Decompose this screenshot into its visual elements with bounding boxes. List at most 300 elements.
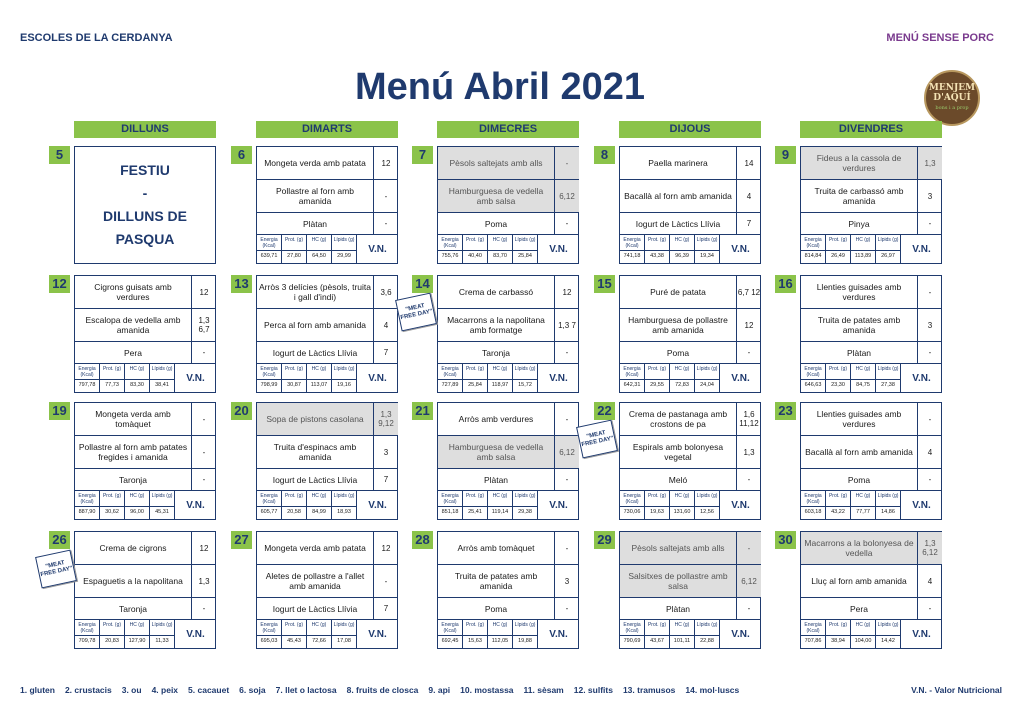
second-course-dish: Escalopa de vedella amb amanida (75, 309, 192, 341)
nutrition-value: 27,80 (287, 253, 301, 259)
holiday-line: PASQUA (115, 231, 175, 247)
second-course-row (75, 309, 216, 342)
nutrition-label: Lípids (g) (332, 491, 356, 507)
nutrition-cell (876, 491, 901, 519)
nutrition-value: 695,03 (260, 638, 278, 644)
day-header-divendres: DIVENDRES (800, 121, 942, 138)
vn-label: V.N. (186, 499, 205, 511)
allergen-codes: 12 (381, 543, 391, 553)
second-course-row (620, 180, 761, 213)
menu-card (256, 531, 398, 649)
second-course-dish: Salsitxes de pollastre amb salsa (620, 565, 737, 597)
allergen-codes: - (565, 219, 569, 228)
nutrition-label: Energia (Kcal) (620, 364, 644, 380)
allergen-codes: - (565, 414, 569, 424)
nutrition-label: Energia (Kcal) (801, 491, 825, 507)
nutrition-cell (150, 491, 175, 519)
vn-label: V.N. (549, 372, 568, 384)
logo-line1: MENJEM (928, 83, 976, 93)
nutrition-label: Lípids (g) (695, 620, 719, 636)
nutrition-value: 83,30 (130, 382, 144, 388)
nutrition-value: 26,49 (831, 253, 845, 259)
allergen-codes: - (202, 447, 206, 457)
holiday-line: DILLUNS DE (103, 208, 187, 224)
second-course-row (620, 309, 761, 342)
nutrition-value: 707,86 (804, 638, 822, 644)
nutrition-cell (438, 235, 463, 263)
menu-card (800, 275, 942, 393)
nutrition-row (801, 364, 942, 392)
day-number: 13 (231, 275, 252, 293)
second-course-dish: Bacallà al forn amb amanida (620, 180, 737, 212)
day-number: 30 (775, 531, 796, 549)
nutrition-value: 72,66 (312, 638, 326, 644)
nutrition-cell (695, 235, 720, 263)
nutrition-label: Lípids (g) (695, 235, 719, 251)
dessert-dish: Plàtan (801, 342, 918, 363)
allergen-legend-item: 12. sulfits (573, 685, 613, 695)
nutrition-cell (801, 491, 826, 519)
nutrition-cell (488, 235, 513, 263)
nutrition-label: Lípids (g) (150, 620, 174, 636)
vn-label: V.N. (186, 628, 205, 640)
nutrition-label: Prot. (g) (463, 620, 487, 636)
allergen-codes: 12 (744, 320, 754, 330)
second-course-dish: Hamburguesa de pollastre amb amanida (620, 309, 737, 341)
allergen-codes: 7 (383, 475, 389, 484)
dessert-dish: Iogurt de Làctics Llívia (257, 598, 374, 619)
holiday-line: - (142, 185, 148, 201)
vn-label: V.N. (368, 499, 387, 511)
nutrition-label: Lípids (g) (876, 491, 900, 507)
nutrition-cell (645, 235, 670, 263)
nutrition-cell (670, 235, 695, 263)
school-name: ESCOLES DE LA CERDANYA (20, 32, 173, 44)
allergen-codes: - (565, 604, 569, 613)
nutrition-value: 113,07 (310, 382, 328, 388)
nutrition-cell (463, 620, 488, 648)
nutrition-value: 19,34 (700, 253, 714, 259)
second-course-row (620, 565, 761, 598)
second-course-row (801, 565, 942, 598)
nutrition-label: Prot. (g) (282, 620, 306, 636)
nutrition-cell (695, 364, 720, 392)
nutrition-value: 64,50 (312, 253, 326, 259)
vn-label: V.N. (912, 499, 931, 511)
nutrition-row (257, 364, 398, 392)
nutrition-label: Prot. (g) (645, 235, 669, 251)
vn-label: V.N. (912, 243, 931, 255)
allergen-codes: - (928, 414, 932, 424)
nutrition-row (620, 491, 761, 519)
allergen-codes: - (747, 475, 751, 484)
nutrition-value: 77,73 (105, 382, 119, 388)
nutrition-value: 131,60 (673, 509, 691, 515)
allergen-codes: 4 (927, 576, 933, 586)
nutrition-value: 25,84 (518, 253, 532, 259)
dessert-row (801, 469, 942, 491)
first-course-dish: Mongeta verda amb patata (257, 532, 374, 564)
nutrition-value: 20,83 (105, 638, 119, 644)
nutrition-value: 43,22 (831, 509, 845, 515)
nutrition-cell (876, 364, 901, 392)
dessert-row (257, 469, 398, 491)
nutrition-label: Prot. (g) (463, 235, 487, 251)
nutrition-value: 18,93 (337, 509, 351, 515)
nutrition-value: 38,94 (831, 638, 845, 644)
dessert-row (75, 469, 216, 491)
first-course-row (801, 532, 942, 565)
allergen-codes: - (565, 348, 569, 357)
nutrition-value: 709,78 (78, 638, 96, 644)
nutrition-cell (100, 364, 125, 392)
first-course-row (438, 403, 579, 436)
nutrition-cell (257, 620, 282, 648)
dessert-row (801, 213, 942, 235)
nutrition-cell (282, 491, 307, 519)
day-number: 28 (412, 531, 433, 549)
allergen-codes: - (928, 475, 932, 484)
nutrition-row (75, 620, 216, 648)
nutrition-cell (695, 491, 720, 519)
nutrition-value: 755,76 (441, 253, 459, 259)
allergen-codes: - (384, 219, 388, 228)
allergen-codes: 6,12 (555, 180, 579, 212)
allergen-codes: 3 (927, 320, 933, 330)
second-course-row (438, 436, 579, 469)
nutrition-value: 25,41 (468, 509, 482, 515)
nutrition-cell (282, 364, 307, 392)
nutrition-cell (332, 364, 357, 392)
nutrition-label: Energia (Kcal) (620, 491, 644, 507)
nutrition-cell (620, 491, 645, 519)
nutrition-label: Lípids (g) (150, 491, 174, 507)
nutrition-label: HC (g) (125, 620, 149, 636)
dessert-row (620, 598, 761, 620)
first-course-row (257, 147, 398, 180)
dessert-row (438, 469, 579, 491)
nutrition-label: Energia (Kcal) (438, 364, 462, 380)
nutrition-row (620, 620, 761, 648)
nutrition-cell (513, 491, 538, 519)
nutrition-value: 118,97 (491, 382, 509, 388)
nutrition-value: 603,18 (804, 509, 822, 515)
nutrition-value: 101,11 (673, 638, 691, 644)
nutrition-value: 11,33 (155, 638, 169, 644)
day-number: 23 (775, 402, 796, 420)
nutrition-value: 84,99 (312, 509, 326, 515)
nutrition-value: 14,86 (881, 509, 895, 515)
allergen-codes: 4 (746, 191, 752, 201)
day-number: 7 (412, 146, 433, 164)
nutrition-cell (826, 620, 851, 648)
allergen-codes: - (202, 604, 206, 613)
nutrition-label: HC (g) (307, 620, 331, 636)
nutrition-label: Lípids (g) (876, 235, 900, 251)
second-course-row (257, 436, 398, 469)
allergen-legend-item: 5. cacauet (188, 685, 230, 695)
dessert-row (75, 598, 216, 620)
nutrition-label: Energia (Kcal) (438, 491, 462, 507)
allergen-legend-item: 4. peix (151, 685, 179, 695)
second-course-row (438, 565, 579, 598)
menu-card (619, 146, 761, 264)
allergen-codes: 12 (199, 287, 209, 297)
first-course-row (438, 147, 579, 180)
first-course-dish: Crema de carbassó (438, 276, 555, 308)
second-course-dish: Hamburguesa de vedella amb salsa (438, 436, 555, 468)
nutrition-label: Lípids (g) (332, 235, 356, 251)
dessert-row (438, 213, 579, 235)
nutrition-value: 43,67 (650, 638, 664, 644)
nutrition-cell (801, 620, 826, 648)
nutrition-label: Lípids (g) (695, 364, 719, 380)
nutrition-cell (670, 491, 695, 519)
allergen-codes: - (928, 604, 932, 613)
nutrition-cell (257, 491, 282, 519)
nutrition-label: Prot. (g) (826, 364, 850, 380)
first-course-dish: Arròs amb tomàquet (438, 532, 555, 564)
nutrition-value: 741,18 (623, 253, 641, 259)
nutrition-label: HC (g) (488, 235, 512, 251)
nutrition-value: 38,41 (155, 382, 169, 388)
menu-card (437, 402, 579, 520)
allergen-codes: - (565, 475, 569, 484)
allergen-legend-item: 10. mostassa (460, 685, 514, 695)
allergen-legend-item: 14. mol·luscs (685, 685, 740, 695)
allergen-legend-item: 13. tramusos (622, 685, 676, 695)
second-course-row (438, 309, 579, 342)
allergen-codes: 1,3 9,12 (374, 403, 398, 435)
nutrition-value: 790,69 (623, 638, 641, 644)
nutrition-value: 24,04 (700, 382, 714, 388)
first-course-dish: Arròs amb verdures (438, 403, 555, 435)
nutrition-cell (307, 235, 332, 263)
nutrition-row (801, 620, 942, 648)
nutrition-label: Prot. (g) (282, 364, 306, 380)
menu-card (437, 531, 579, 649)
nutrition-label: HC (g) (488, 491, 512, 507)
nutrition-label: Prot. (g) (826, 235, 850, 251)
day-number: 12 (49, 275, 70, 293)
first-course-dish: Llenties guisades amb verdures (801, 403, 918, 435)
allergen-codes: 3,6 (380, 287, 392, 297)
dessert-dish: Poma (801, 469, 918, 490)
nutrition-label: HC (g) (488, 364, 512, 380)
day-number: 26 (49, 531, 70, 549)
menu-card (74, 402, 216, 520)
first-course-dish: Paella marinera (620, 147, 737, 179)
nutrition-value: 814,84 (804, 253, 822, 259)
allergen-codes: 7 (383, 348, 389, 357)
nutrition-row (620, 364, 761, 392)
nutrition-cell (332, 491, 357, 519)
meat-free-day-badge: "MEAT FREE DAY" (576, 420, 618, 459)
menu-card (74, 275, 216, 393)
nutrition-value: 29,38 (518, 509, 532, 515)
dessert-row (801, 342, 942, 364)
nutrition-label: HC (g) (851, 235, 875, 251)
nutrition-label: Energia (Kcal) (801, 620, 825, 636)
menu-card (800, 146, 942, 264)
nutrition-cell (851, 620, 876, 648)
nutrition-value: 12,56 (700, 509, 714, 515)
nutrition-label: Energia (Kcal) (257, 620, 281, 636)
vn-label: V.N. (731, 499, 750, 511)
nutrition-value: 96,39 (675, 253, 689, 259)
nutrition-cell (100, 620, 125, 648)
nutrition-cell (876, 235, 901, 263)
first-course-row (75, 403, 216, 436)
nutrition-label: Prot. (g) (100, 491, 124, 507)
day-header-dimarts: DIMARTS (256, 121, 398, 138)
nutrition-row (257, 235, 398, 263)
nutrition-cell (513, 620, 538, 648)
nutrition-label: Energia (Kcal) (75, 364, 99, 380)
nutrition-value: 15,72 (518, 382, 532, 388)
first-course-row (801, 276, 942, 309)
nutrition-label: Lípids (g) (513, 364, 537, 380)
nutrition-value: 119,14 (491, 509, 509, 515)
nutrition-value: 19,88 (518, 638, 532, 644)
first-course-row (257, 276, 398, 309)
day-number: 19 (49, 402, 70, 420)
allergen-legend-item: 7. llet o lactosa (275, 685, 337, 695)
first-course-row (438, 532, 579, 565)
first-course-dish: Pèsols saltejats amb alls (438, 147, 555, 179)
allergen-codes: 14 (744, 158, 754, 168)
day-number: 5 (49, 146, 70, 164)
allergen-legend-item: 11. sèsam (523, 685, 564, 695)
first-course-dish: Sopa de pistons casolana (257, 403, 374, 435)
nutrition-value: 639,71 (260, 253, 278, 259)
first-course-dish: Mongeta verda amb tomàquet (75, 403, 192, 435)
menu-card (437, 146, 579, 264)
nutrition-cell (801, 235, 826, 263)
allergen-codes: - (384, 191, 388, 201)
menu-card (619, 275, 761, 393)
nutrition-value: 642,31 (623, 382, 641, 388)
nutrition-cell (826, 491, 851, 519)
vn-label: V.N. (731, 243, 750, 255)
nutrition-row (75, 491, 216, 519)
allergen-legend-item: 1. gluten (20, 685, 55, 695)
day-number: 16 (775, 275, 796, 293)
first-course-row (801, 403, 942, 436)
allergen-legend (20, 685, 739, 695)
nutrition-cell (645, 620, 670, 648)
vn-label: V.N. (912, 372, 931, 384)
nutrition-value: 14,42 (881, 638, 895, 644)
nutrition-value: 19,16 (337, 382, 351, 388)
first-course-dish: Llenties guisades amb verdures (801, 276, 918, 308)
first-course-row (620, 532, 761, 565)
day-number: 27 (231, 531, 252, 549)
allergen-codes: 1,3 (918, 147, 942, 179)
nutrition-label: Lípids (g) (332, 364, 356, 380)
first-course-row (801, 147, 942, 180)
nutrition-value: 45,43 (287, 638, 301, 644)
menu-card (437, 275, 579, 393)
nutrition-label: HC (g) (851, 491, 875, 507)
dessert-row (801, 598, 942, 620)
nutrition-label: Energia (Kcal) (75, 491, 99, 507)
allergen-codes: 4 (383, 320, 389, 330)
allergen-legend-item: 8. fruits de closca (346, 685, 419, 695)
second-course-row (257, 309, 398, 342)
menu-card (74, 531, 216, 649)
nutrition-cell (125, 364, 150, 392)
first-course-row (620, 276, 761, 309)
nutrition-label: Energia (Kcal) (801, 235, 825, 251)
nutrition-cell (851, 364, 876, 392)
nutrition-value: 851,18 (441, 509, 459, 515)
nutrition-label: Lípids (g) (513, 235, 537, 251)
allergen-codes: 1,3 6,12 (918, 532, 942, 564)
vn-label: V.N. (368, 372, 387, 384)
allergen-codes: - (928, 348, 932, 357)
nutrition-value: 83,70 (493, 253, 507, 259)
allergen-codes: 3 (927, 191, 933, 201)
allergen-codes: - (555, 147, 579, 179)
nutrition-value: 797,78 (78, 382, 96, 388)
dessert-dish: Iogurt de Làctics Llívia (620, 213, 737, 234)
nutrition-value: 27,38 (881, 382, 895, 388)
nutrition-label: Lípids (g) (150, 364, 174, 380)
nutrition-label: Energia (Kcal) (801, 364, 825, 380)
nutrition-label: HC (g) (125, 491, 149, 507)
nutrition-cell (438, 364, 463, 392)
second-course-dish: Perca al forn amb amanida (257, 309, 374, 341)
vn-label: V.N. (549, 499, 568, 511)
dessert-dish: Plàtan (438, 469, 555, 490)
nutrition-label: Prot. (g) (463, 491, 487, 507)
nutrition-value: 19,63 (650, 509, 664, 515)
nutrition-label: Prot. (g) (645, 491, 669, 507)
nutrition-value: 26,97 (881, 253, 895, 259)
dessert-row (438, 342, 579, 364)
first-course-row (75, 276, 216, 309)
allergen-codes: - (202, 348, 206, 357)
second-course-dish: Espaguetis a la napolitana (75, 565, 192, 597)
second-course-dish: Pollastre al forn amb patates fregides i amanida (75, 436, 192, 468)
dessert-dish: Pinya (801, 213, 918, 234)
nutrition-label: Energia (Kcal) (438, 620, 462, 636)
nutrition-cell (488, 491, 513, 519)
first-course-dish: Macarrons a la bolonyesa de vedella (801, 532, 918, 564)
nutrition-label: Prot. (g) (826, 491, 850, 507)
allergen-codes: 12 (199, 543, 209, 553)
nutrition-cell (851, 235, 876, 263)
menu-card (256, 146, 398, 264)
nutrition-cell (100, 491, 125, 519)
nutrition-value: 20,58 (287, 509, 301, 515)
second-course-row (257, 180, 398, 213)
nutrition-cell (620, 364, 645, 392)
dessert-dish: Pera (801, 598, 918, 619)
nutrition-row (801, 235, 942, 263)
nutrition-cell (332, 620, 357, 648)
second-course-dish: Espirals amb bolonyesa vegetal (620, 436, 737, 468)
nutrition-cell (826, 364, 851, 392)
allergen-codes: - (928, 287, 932, 297)
nutrition-label: Energia (Kcal) (438, 235, 462, 251)
dessert-row (620, 469, 761, 491)
vn-label: V.N. (912, 628, 931, 640)
allergen-codes: - (202, 414, 206, 424)
allergen-codes: - (747, 348, 751, 357)
second-course-dish: Truita d'espinacs amb amanida (257, 436, 374, 468)
